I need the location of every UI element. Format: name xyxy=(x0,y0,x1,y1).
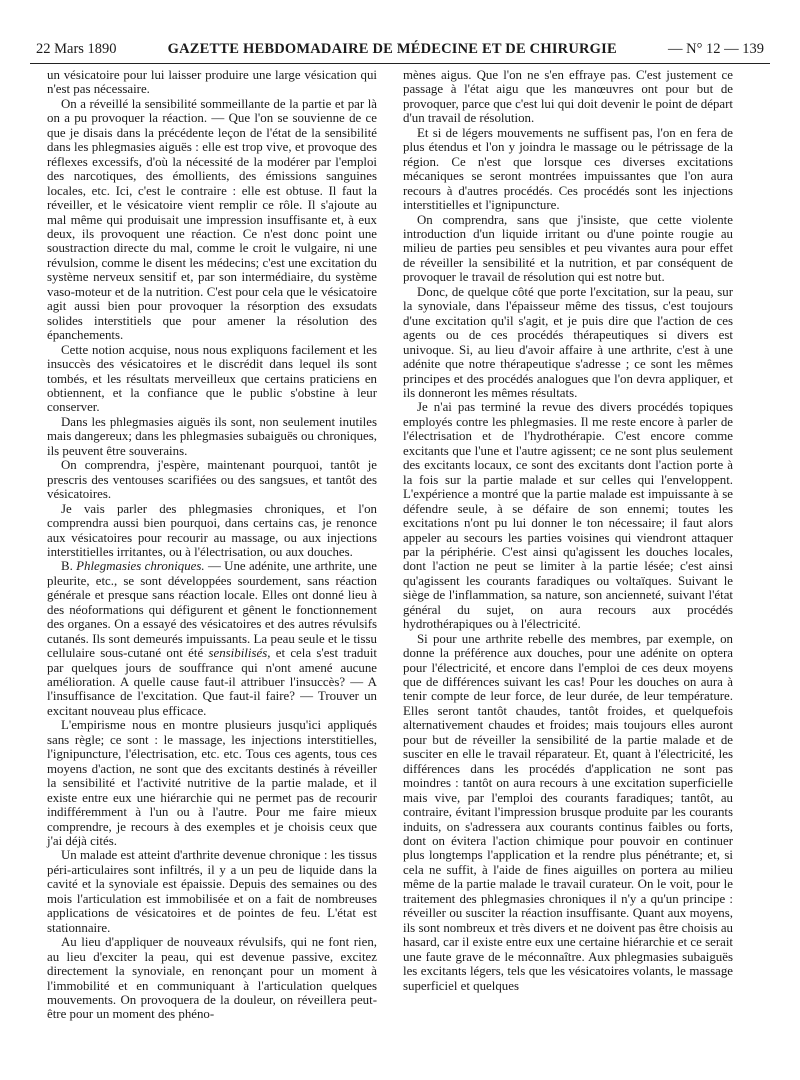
paragraph: On comprendra, sans que j'insiste, que cette violente introduction d'un liquide irritant ou d'une pointe rougie au milieu de parties peu sensibles et peu vivantes aura pour effet de réveiller la sensibilité et la nutrition, et par conséquent de provoquer le travail de résolution qui est notre but. xyxy=(403,212,733,285)
paragraph: un vésicatoire pour lui laisser produire une large vésication qui n'est pas nécessaire. xyxy=(47,68,377,97)
left-column xyxy=(47,68,377,1075)
section-letter: B. xyxy=(61,559,77,574)
paragraph: On a réveillé la sensibilité sommeillante de la partie et par là on a pu provoquer la réaction. — Que l'on se souvienne de ce que je disais dans la précédente leçon de l'état de la sensibilité dans les phlegmasies aiguës : elle est trop vive, et provoque des réflexes excessifs, d'où la nécessité de la modérer par l'emploi des narcotiques, des émollients, des émissions sanguines locales, etc. Ici, c'est le contraire : elle est obtuse. Il faut la réveiller, et le vésicatoire vient remplir ce rôle. Il s'ajoute au mal même qui produisait une impression insuffisante et, à eux deux, ils provoquent une réaction. Ce n'est donc point une soustraction directe du mal, comme le croit le vulgaire, ni une révulsion, comme le disent les médecins; c'est une excitation du système nerveux sensitif et, par son intermédiaire, du système vaso-moteur et de la nutrition. C'est pour cela que le vésicatoire agit aussi bien pour provoquer la résorption des exsudats solides interstitiels que pour amener la résolution des épanchements. xyxy=(47,96,377,343)
right-column xyxy=(403,68,733,1075)
header-rule xyxy=(30,63,770,64)
issue-date: 22 Mars 1890 xyxy=(36,40,117,57)
paragraph: Dans les phlegmasies aiguës ils sont, non seulement inutiles mais dangereux; dans les phlegmasies subaiguës ou chroniques, ils peuvent être souverains. xyxy=(47,414,377,458)
paragraph: Si pour une arthrite rebelle des membres, par exemple, on donne la préférence aux douches, pour une adénite on optera pour l'électricité, et encore dans l'emploi de ces deux moyens que de différences suivant les cas! Pour les douches on aura à tenir compte de leur force, de leur durée, de leur température. Elles seront tantôt chaudes, tantôt froides, et quelquefois alternativement chaudes et froides; mais toujours elles auront pour but de réveiller la sensibilité de la partie malade et de susciter en elle le travail réparateur. Et, quant à l'électricité, les différences dans les procédés d'application ne sont pas moindres : tantôt on aura recours à une excitation superficielle mais vive, par l'emploi des courants faradiques; tantôt, au contraire, évitant l'impression brusque produite par les courants induits, on s'adressera aux courants continus faibles ou forts, dont on évitera l'action chimique pour pouvoir en continuer plus longtemps l'application et la rendre plus pénétrante; et, si cela ne suffit, à l'aide de fines aiguilles on portera au milieu même de la partie malade le travail curateur. On le voit, pour le traitement des phlegmasies chroniques il n'y a qu'un principe : réveiller ou susciter la réaction insuffisante. Quant aux moyens, ils sont nombreux et très divers et ne doivent pas être choisis au hasard, car il existe entre eux une certaine hiérarchie et ce serait une faute grave de le méconnaître. Aux phlegmasies subaiguës les excitants légers, tels que les vésicatoires volants, le massage superficiel et quelques xyxy=(403,631,733,993)
paragraph-text: — Une adénite, une arthrite, une pleurite, etc., se sont développées sourdement, sans réaction générale et presque sans réaction locale. Elles ont donné lieu à des néoformations qui défigurent et gênent le fonctionnement des organes. On a essayé des vésicatoires et des autres révulsifs cutanés. Ils sont demeurés impuissants. La peau seule et le tissu cellulaire sous-cutané ont été xyxy=(47,559,377,661)
paragraph: Je n'ai pas terminé la revue des divers procédés topiques employés contre les phlegmasies. Il me reste encore à parler de l'électrisation et de l'hydrothérapie. C'est encore comme excitants que l'une et l'autre agissent; ce ne sont plus seulement des excitants locaux, ce sont des excitants dont l'action porte à la fois sur la partie malade et sur celles qui l'enveloppent. L'expérience a montré que la partie malade est impuissante à se défendre seule, à se défaire de son ennemi; toutes les excitations n'ont pu lui donner le ton nécessaire; il faut alors appeler au secours les parties voisines qui viendront attaquer par la périphérie. C'est ainsi qu'agissent les douches locales, dont l'action ne peut se limiter à la partie lésée; c'est ainsi qu'agissent les courants faradiques ou voltaïques. Suivant le siège de l'inflammation, sa nature, son ancienneté, suivant l'état général du sujet, on aura recours aux procédés hydrothérapiques ou à l'électricité. xyxy=(403,400,733,632)
paragraph: L'empirisme nous en montre plusieurs jusqu'ici appliqués sans règle; ce sont : le massage, les injections interstitielles, l'ignipuncture, l'électrisation, etc. etc. Tous ces agents, tous ces moyens d'action, ne sont que des excitants destinés à réveiller la sensibilité et l'activité nutritive de la partie malade, et il existe entre eux une hiérarchie qui ne permet pas de recourir indifféremment à l'un ou à l'autre. Pour me faire mieux comprendre, je recours à des exemples et je choisis ceux que j'ai déjà cités. xyxy=(47,718,377,849)
journal-title: GAZETTE HEBDOMADAIRE DE MÉDECINE ET DE CHIRURGIE xyxy=(167,40,617,57)
paragraph-text: , et cela s'est traduit par quelques jours de souffrance qui n'ont amené aucune amélioration. A quelle cause faut-il attribuer l'insuccès? — A l'insuffisance de l'excitation. Que faut-il faire? — Trouver un excitant nouveau plus efficace. xyxy=(47,646,377,718)
paragraph: mènes aigus. Que l'on ne s'en effraye pas. C'est justement ce passage à l'état aigu que les manœuvres ont pour but de provoquer, parce que c'est lui qui doit devenir le point de départ d'un travail de résolution. xyxy=(403,68,733,126)
paragraph: Un malade est atteint d'arthrite devenue chronique : les tissus péri-articulaires sont infiltrés, il y a un peu de liquide dans la cavité et la synoviale est épaissie. Depuis des semaines ou des mois l'articulation est immobilisée et on a fait de nombreuses applications de vésicatoires et de pointes de feu. L'état est stationnaire. xyxy=(47,848,377,935)
emphasis: sensibilisés xyxy=(208,646,268,661)
paragraph: Je vais parler des phlegmasies chroniques, et l'on comprendra aussi bien pourquoi, dans certains cas, je renonce aux vésicatoires pour recourir au massage, ou aux injections interstitielles irritantes, ou à l'électrisation, ou aux douches. xyxy=(47,501,377,559)
page-header xyxy=(36,38,764,60)
paragraph: Donc, de quelque côté que porte l'excitation, sur la peau, sur la synoviale, dans l'épaisseur même des tissus, c'est toujours d'une excitation qu'il s'agit, et je puis dire que l'action de ces agents ou de ces procédés thérapeutiques si divers est univoque. Si, au lieu d'avoir affaire à une arthrite, c'est à une adénite que notre thérapeutique s'adresse ; ce sont les mêmes principes et des procédés analogues que l'on devra appliquer, et ils donneront les mêmes résultats. xyxy=(403,284,733,400)
paragraph: Au lieu d'appliquer de nouveaux révulsifs, qui ne font rien, au lieu d'exciter la peau, qui est devenue passive, excitez directement la synoviale, en renonçant pour un moment à l'immobilité et en communiquant à l'articulation quelques mouvements. On provoquera de la douleur, on réveillera peut-être pour un moment des phéno- xyxy=(47,935,377,1022)
issue-page-number: — N° 12 — 139 xyxy=(667,40,764,57)
paragraph: Et si de légers mouvements ne suffisent pas, l'on en fera de plus étendus et l'on y joindra le massage ou le pétrissage de la région. Ce n'est que lorsque ces diverses excitations mécaniques se seront montrées impuissantes que l'on aura recours à d'autres procédés. Ces procédés sont les injections interstitielles et l'ignipuncture. xyxy=(403,125,733,213)
section-heading: Phlegmasies chroniques. xyxy=(76,559,205,574)
section-paragraph xyxy=(47,559,377,718)
paragraph: Cette notion acquise, nous nous expliquons facilement et les insuccès des vésicatoires et le discrédit dans lequel ils sont tombés, et les résultats merveilleux que certains praticiens en obtiennent, et la confiance que le public s'obstine à leur conserver. xyxy=(47,342,377,415)
paragraph: On comprendra, j'espère, maintenant pourquoi, tantôt je prescris des ventouses scarifiées ou des sangsues, et tantôt des vésicatoires. xyxy=(47,458,377,502)
